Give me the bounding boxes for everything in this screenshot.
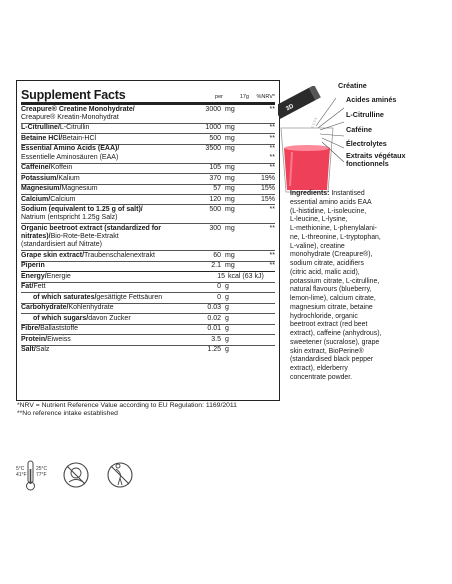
ingredient-unit: mg bbox=[225, 262, 235, 270]
ingredient-name-de: Traubenschalenextrakt bbox=[84, 251, 155, 259]
footnote-no-ri: **No reference intake established bbox=[17, 410, 118, 417]
ingredient-amount: 1000 bbox=[205, 124, 221, 132]
ingredient-subname: Natrium (entspricht 1.25g Salz) bbox=[21, 214, 118, 222]
nutrient-name-de: Salz bbox=[35, 346, 50, 354]
ingredient-nrv bbox=[247, 185, 275, 193]
ingredients-line bbox=[290, 374, 450, 383]
nutrient-nrv bbox=[247, 315, 275, 323]
nutrition-label bbox=[21, 325, 187, 333]
ingredients-line bbox=[290, 243, 450, 252]
energy-row bbox=[21, 272, 275, 282]
ingredient-nrv bbox=[247, 225, 275, 250]
ingredient-amount: 3000 bbox=[205, 105, 221, 113]
ingredients-line-text: hydrochloride, organic bbox=[290, 312, 358, 320]
ingredients-line-text: beetroot extract (red beet bbox=[290, 321, 368, 329]
panel-header bbox=[21, 85, 275, 105]
ingredient-subname: Essentielle Aminosäuren (EAA) bbox=[21, 153, 119, 161]
ingredient-label bbox=[21, 206, 187, 223]
ingredient-row bbox=[21, 134, 275, 144]
ingredients-text bbox=[290, 190, 450, 383]
callout-caffeine: Caféine bbox=[346, 125, 372, 134]
nutrient-amount: 0 bbox=[217, 283, 221, 291]
nutrient-amount: 1.25 bbox=[207, 346, 221, 354]
ingredients-line-text: L-methionine, L-phenylalani- bbox=[290, 225, 377, 232]
ingredient-amount: 500 bbox=[209, 206, 221, 214]
ingredient-unit: mg bbox=[225, 185, 235, 193]
ingredient-name: Organic beetroot extract (standardized for nitrates)/ bbox=[21, 224, 162, 241]
nrv-value: 15% bbox=[260, 195, 275, 203]
nutrient-name-de: Eiweiss bbox=[47, 335, 71, 343]
nutrition-row bbox=[21, 283, 275, 293]
energy-amount: 15 bbox=[217, 272, 225, 280]
ingredient-amount: 3500 bbox=[205, 145, 221, 153]
ingredient-amount: 300 bbox=[209, 224, 221, 232]
ingredients-line-text: potassium citrate, L-citrulline, bbox=[290, 277, 380, 285]
ingredient-nrv bbox=[247, 145, 275, 162]
ingredients-line bbox=[290, 260, 450, 269]
ingredient-row bbox=[21, 185, 275, 195]
callout-electrolytes: Électrolytes bbox=[346, 139, 387, 148]
nutrient-unit: g bbox=[225, 304, 229, 312]
per-header: per bbox=[215, 94, 223, 100]
ingredients-label: Ingredients: bbox=[290, 190, 330, 197]
ingredients-line-text: concentrate powder. bbox=[290, 373, 353, 381]
ingredient-row bbox=[21, 174, 275, 184]
nutrition-row bbox=[21, 325, 275, 335]
callout-plant-extracts-line2: fonctionnels bbox=[346, 159, 389, 168]
nutrient-nrv bbox=[247, 304, 275, 312]
nutrition-label bbox=[21, 294, 187, 302]
ingredient-row bbox=[21, 251, 275, 261]
ingredient-amount: 370 bbox=[209, 174, 221, 182]
ingredient-nrv bbox=[247, 135, 275, 143]
ingredient-row bbox=[21, 124, 275, 134]
ingredients-line bbox=[290, 339, 450, 348]
nutrient-amount: 0.02 bbox=[207, 314, 221, 322]
ingredient-name: Essential Amino Acids (EAA)/ bbox=[21, 145, 120, 153]
ingredient-unit: mg bbox=[225, 145, 235, 153]
nutrition-row bbox=[21, 335, 275, 345]
ingredient-name-de: Calcium bbox=[50, 195, 76, 203]
ingredient-amount: 2.1 bbox=[211, 262, 221, 270]
nutrient-name: of which saturates/ bbox=[33, 293, 97, 301]
nutrient-unit: g bbox=[225, 314, 229, 322]
ingredients-line-text: L-valine), creatine bbox=[290, 242, 345, 250]
ingredient-unit: mg bbox=[225, 206, 235, 214]
ingredients-line-text: sweetener (sucralose), grape bbox=[290, 338, 380, 346]
ingredients-line bbox=[290, 365, 450, 374]
nutrient-unit: g bbox=[225, 335, 229, 343]
nutrition-list bbox=[21, 272, 275, 355]
ingredients-line bbox=[290, 304, 450, 313]
nutrient-name-de: Fett bbox=[33, 283, 46, 291]
nutrition-label bbox=[21, 336, 187, 344]
nutrient-unit: g bbox=[225, 293, 229, 301]
ingredient-row bbox=[21, 145, 275, 164]
ingredient-amount: 105 bbox=[209, 164, 221, 172]
nrv-value: ** bbox=[269, 145, 275, 153]
ingredient-nrv bbox=[247, 262, 275, 270]
ingredients-line-text: (standardised black pepper bbox=[290, 356, 374, 364]
nutrient-unit: g bbox=[225, 283, 229, 291]
nrv-value: ** bbox=[269, 262, 275, 270]
ingredient-row bbox=[21, 195, 275, 205]
ingredients-line-text: lemon-lime), calcium citrate, bbox=[290, 295, 376, 302]
ingredient-label bbox=[21, 225, 187, 250]
serving-header: 17g bbox=[239, 94, 249, 100]
ingredient-row bbox=[21, 105, 275, 124]
nrv-value: ** bbox=[269, 224, 275, 232]
nutrient-name-de: gesättigte Fettsäuren bbox=[96, 293, 163, 301]
ingredient-row bbox=[21, 205, 275, 224]
ingredients-line bbox=[290, 251, 450, 260]
ingredient-unit: mg bbox=[225, 124, 235, 132]
ingredients-line-text: magnesium citrate, betaine bbox=[290, 303, 373, 311]
product-illustration bbox=[278, 81, 448, 198]
ingredient-nrv bbox=[247, 124, 275, 132]
nrv-value: ** bbox=[269, 105, 275, 113]
ingredients-line bbox=[290, 208, 450, 217]
ingredient-amount: 120 bbox=[209, 195, 221, 203]
ingredients-line bbox=[290, 269, 450, 278]
nutrient-name: Fibre/ bbox=[21, 325, 41, 333]
ingredients-line bbox=[290, 234, 450, 243]
ingredients-line-text: L-leucine, L-lysine, bbox=[290, 216, 348, 224]
ingredient-name-de: L-Citrullin bbox=[59, 124, 90, 132]
callout-plant-extracts bbox=[346, 152, 406, 168]
ingredient-name: Sodium (equivalent to 1.25 g of salt)/ bbox=[21, 206, 143, 214]
ingredients-line-text: skin extract, BioPerine® bbox=[290, 347, 364, 355]
ingredient-name-de: Magnesium bbox=[61, 185, 98, 193]
ingredients-line bbox=[290, 190, 450, 199]
callout-amino-acids: Acides aminés bbox=[346, 95, 397, 104]
nrv-value: ** bbox=[269, 251, 275, 259]
temp-high-c: 25°C bbox=[36, 466, 48, 472]
keep-from-children-icon bbox=[64, 463, 88, 487]
ingredient-label bbox=[21, 145, 187, 162]
ingredient-unit: mg bbox=[225, 164, 235, 172]
ingredients-line-text: ne, L-threonine, L-tryptophan, bbox=[290, 233, 381, 241]
ingredient-amount: 60 bbox=[213, 251, 221, 259]
footnote-nrv: *NRV = Nutrient Reference Value according to EU Regulation: 1169/2011 bbox=[17, 402, 237, 409]
ingredients-line-text: (citric acid, malic acid), bbox=[290, 268, 360, 276]
nutrient-nrv bbox=[247, 283, 275, 291]
ingredient-label bbox=[21, 124, 187, 132]
nutrition-label bbox=[21, 304, 187, 312]
active-ingredients-list bbox=[21, 105, 275, 272]
ingredient-unit: mg bbox=[225, 105, 235, 113]
ingredient-unit: mg bbox=[225, 251, 235, 259]
nutrient-amount: 0 bbox=[217, 293, 221, 301]
no-pregnancy-icon bbox=[108, 463, 132, 487]
ingredient-row bbox=[21, 262, 275, 272]
ingredient-label bbox=[21, 106, 187, 123]
energy-name-de: Energie bbox=[46, 272, 71, 280]
ingredients-line bbox=[290, 286, 450, 295]
ingredient-row bbox=[21, 224, 275, 251]
callout-creatine: Créatine bbox=[338, 81, 367, 90]
thermometer-icon bbox=[16, 461, 48, 490]
nutrient-amount: 0.03 bbox=[207, 304, 221, 312]
ingredients-line bbox=[290, 356, 450, 365]
nutrition-label bbox=[21, 346, 187, 354]
ingredient-name: Grape skin extract/ bbox=[21, 251, 85, 259]
nrv-value-2: ** bbox=[269, 153, 275, 161]
svg-text:3D: 3D bbox=[285, 103, 295, 113]
nutrition-label bbox=[21, 283, 187, 291]
nutrient-unit: g bbox=[225, 346, 229, 354]
ingredient-unit: mg bbox=[225, 195, 235, 203]
ingredient-nrv bbox=[247, 164, 275, 172]
nutrient-nrv bbox=[247, 346, 275, 354]
nrv-value: 19% bbox=[260, 174, 275, 182]
energy-label bbox=[21, 273, 165, 281]
ingredients-line bbox=[290, 225, 450, 234]
ingredient-row bbox=[21, 164, 275, 174]
nutrient-nrv bbox=[247, 325, 275, 333]
nrv-header: %NRV* bbox=[256, 94, 275, 100]
nutrient-name-de: Kohlenhydrate bbox=[68, 304, 114, 312]
nutrition-row bbox=[21, 304, 275, 314]
ingredient-subname: (standardisiert auf Nitrate) bbox=[21, 241, 102, 249]
nutrient-unit: g bbox=[225, 325, 229, 333]
nutrient-name: Salt/ bbox=[21, 346, 36, 354]
ingredients-line-text: (L-histidine, L-isoleucine, bbox=[290, 207, 367, 215]
nrv-value: ** bbox=[269, 134, 275, 142]
ingredient-name: L-Citrulline/ bbox=[21, 124, 60, 132]
nutrition-label bbox=[21, 315, 187, 323]
ingredient-unit: mg bbox=[225, 224, 235, 232]
temp-high-f: 77°F bbox=[36, 472, 47, 478]
nutrition-row bbox=[21, 314, 275, 324]
nutrient-nrv bbox=[247, 336, 275, 344]
ingredients-line-text: natural flavours (blueberry, bbox=[290, 286, 372, 294]
ingredients-line bbox=[290, 216, 450, 225]
ingredient-nrv bbox=[247, 206, 275, 223]
nrv-value: 15% bbox=[260, 185, 275, 193]
ingredient-nrv bbox=[247, 175, 275, 183]
ingredients-line-text: Instantised bbox=[329, 190, 365, 197]
ingredients-line bbox=[290, 330, 450, 339]
ingredient-label bbox=[21, 175, 187, 183]
ingredient-label bbox=[21, 196, 187, 204]
ingredients-line bbox=[290, 321, 450, 330]
ingredient-amount: 57 bbox=[213, 185, 221, 193]
ingredients-line bbox=[290, 199, 450, 208]
ingredient-name: Caffeine/ bbox=[21, 164, 51, 172]
warning-icons bbox=[10, 455, 150, 495]
panel-title: Supplement Facts bbox=[21, 88, 126, 102]
ingredient-name: Creapure® Creatine Monohydrate/ bbox=[21, 105, 135, 113]
ingredients-line-text: extract), caffeine (anhydrous), bbox=[290, 330, 382, 337]
nrv-value: ** bbox=[269, 124, 275, 132]
callout-plant-extracts-line1: Extraits végétaux bbox=[346, 151, 406, 160]
ingredients-line-text: extract), elderberry bbox=[290, 365, 348, 372]
ingredient-name: Potassium/ bbox=[21, 174, 59, 182]
ingredient-subname: Creapure® Kreatin-Monohydrat bbox=[21, 113, 119, 121]
energy-name: Energy/ bbox=[21, 272, 47, 280]
temp-low-f: 41°F bbox=[16, 472, 27, 478]
nutrition-row bbox=[21, 293, 275, 303]
ingredients-line-text: sodium citrate, acidifiers bbox=[290, 260, 364, 267]
ingredient-name-de: Koffein bbox=[50, 164, 73, 172]
ingredients-line bbox=[290, 278, 450, 287]
nutrient-amount: 3.5 bbox=[211, 335, 221, 343]
nutrient-name: Protein/ bbox=[21, 335, 48, 343]
ingredient-name: Betaine HCl/ bbox=[21, 134, 63, 142]
ingredient-label bbox=[21, 262, 187, 270]
energy-unit: kcal (63 kJ) bbox=[228, 272, 264, 280]
nutrient-name-de: davon Zucker bbox=[88, 314, 131, 322]
ingredient-label bbox=[21, 185, 187, 193]
temp-low-c: 5°C bbox=[16, 466, 25, 472]
nutrient-name-de: Ballaststoffe bbox=[40, 325, 79, 333]
ingredient-name: Calcium/ bbox=[21, 195, 51, 203]
nrv-value: ** bbox=[269, 164, 275, 172]
ingredients-line-text: essential amino acids EAA bbox=[290, 198, 372, 206]
ingredient-unit: mg bbox=[225, 134, 235, 142]
nutrient-name: of which sugars/ bbox=[33, 314, 89, 322]
ingredient-nrv bbox=[247, 196, 275, 204]
ingredient-nrv bbox=[247, 106, 275, 123]
ingredients-line bbox=[290, 313, 450, 322]
ingredient-nrv bbox=[247, 252, 275, 260]
ingredients-line bbox=[290, 348, 450, 357]
callout-citrulline: L-Citrulline bbox=[346, 110, 384, 119]
ingredient-amount: 500 bbox=[209, 134, 221, 142]
nutrient-amount: 0.01 bbox=[207, 325, 221, 333]
ingredient-label bbox=[21, 252, 187, 260]
nutrient-name: Carbohydrate/ bbox=[21, 304, 69, 312]
nrv-value: ** bbox=[269, 206, 275, 214]
ingredient-name-de: Kalium bbox=[58, 174, 80, 182]
ingredients-line bbox=[290, 295, 450, 304]
ingredient-name-de: Bio-Rote-Bete-Extrakt bbox=[50, 233, 119, 241]
nutrient-nrv bbox=[247, 294, 275, 302]
ingredient-name: Magnesium/ bbox=[21, 185, 62, 193]
ingredient-name: Piperin bbox=[21, 262, 45, 270]
nutrition-row bbox=[21, 346, 275, 355]
supplement-facts-panel bbox=[16, 80, 280, 401]
ingredient-name-de: Betain-HCl bbox=[62, 134, 97, 142]
stick-pack-icon bbox=[278, 86, 321, 119]
ingredient-unit: mg bbox=[225, 174, 235, 182]
ingredient-label bbox=[21, 135, 187, 143]
ingredients-line-text: monohydrate (Creapure®), bbox=[290, 251, 373, 259]
nutrient-name: Fat/ bbox=[21, 283, 34, 291]
ingredient-label bbox=[21, 164, 187, 172]
footnotes bbox=[17, 402, 237, 418]
